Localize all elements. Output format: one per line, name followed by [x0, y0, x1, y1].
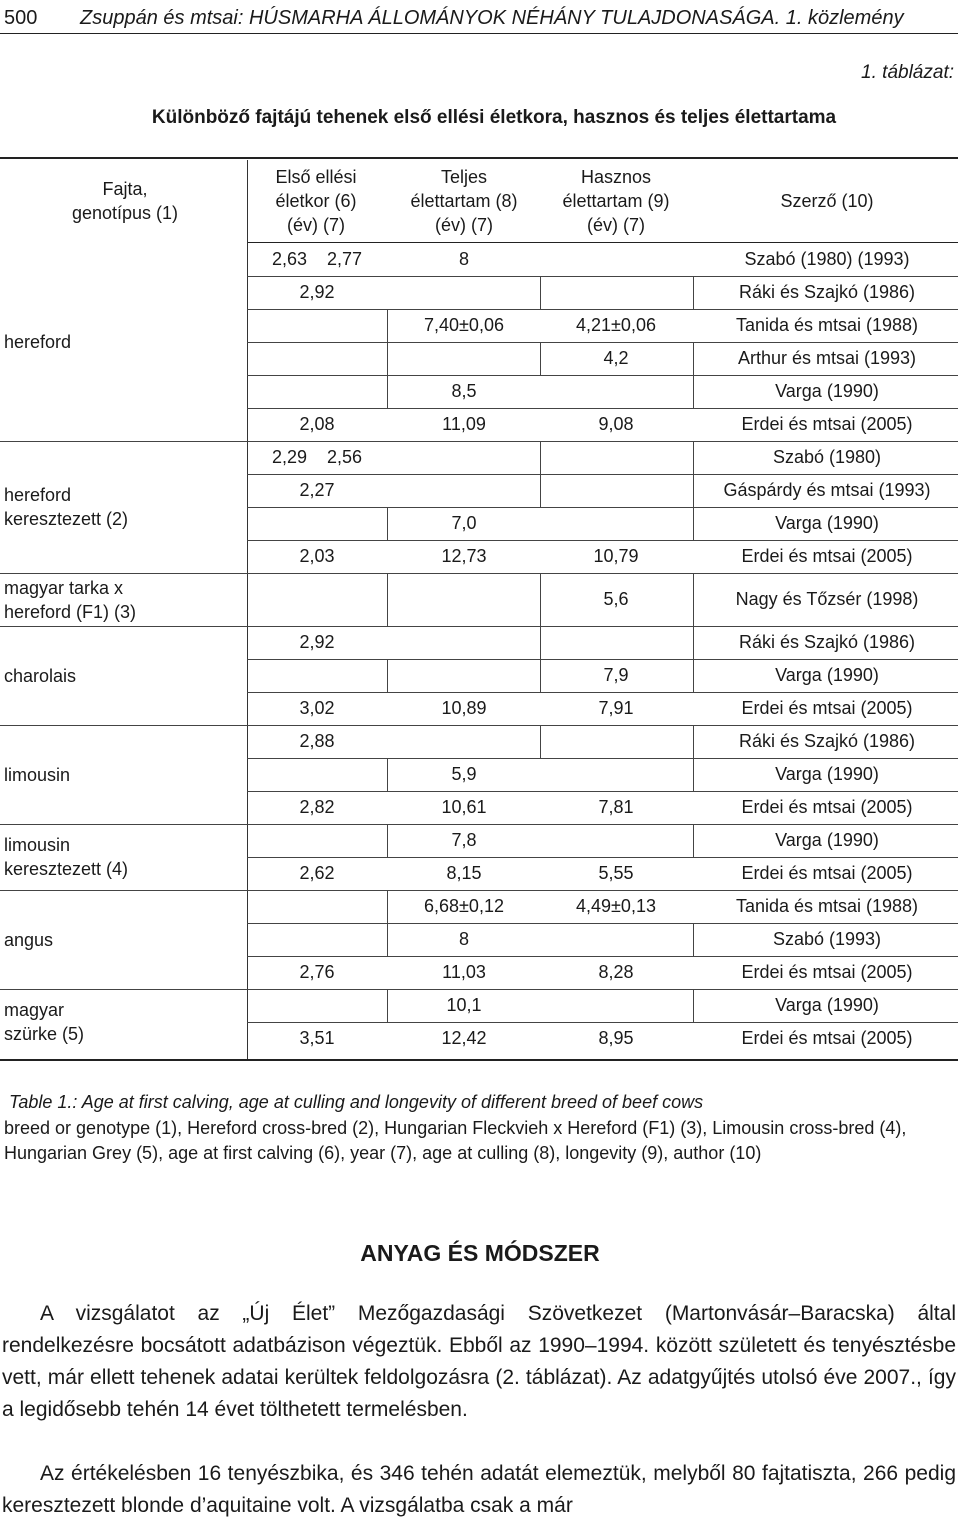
cell-age-first-calving: 2,82: [299, 797, 335, 817]
cell-useful-lifespan: 7,81: [598, 797, 634, 817]
body-paragraph: Az értékelésben 16 tenyészbika, és 346 tehén adatát elemeztük, melyből 80 fajtatiszta, 266 pedig keresztezett blonde d’aquitaine volt. A vizsgálatba csak a már: [2, 1462, 956, 1517]
cell-full-lifespan: 8,15: [446, 863, 482, 883]
row-rule: [247, 540, 958, 541]
cell-useful-lifespan: [542, 725, 690, 758]
cell-author: Arthur és mtsai (1993): [737, 348, 917, 368]
row-rule: [247, 408, 958, 409]
cell-age-first-calving: 2,29 2,56: [271, 447, 363, 467]
breed-label: angus: [4, 930, 54, 950]
cell-useful-lifespan: 5,6: [603, 589, 629, 609]
cell-full-lifespan: [390, 725, 538, 758]
cell-divider: [693, 276, 694, 309]
cell-divider: [693, 659, 694, 692]
header-age-first-calving: Első ellési életkor (6) (év) (7): [275, 167, 357, 235]
cell-divider: [540, 276, 541, 309]
row-rule: [247, 573, 958, 574]
cell-author: Erdei és mtsai (2005): [741, 414, 913, 434]
caption-en-body: breed or genotype (1), Hereford cross-bred (2), Hungarian Fleckvieh x Hereford (F1) (3), Limousin cross-bred (4), Hungarian Grey (5), age at first calving (6), year (7), age at culling (8), longevity (9), author (10): [4, 1118, 907, 1163]
cell-divider: [540, 626, 541, 659]
cell-age-first-calving: 3,51: [299, 1028, 335, 1048]
table-row: [247, 309, 958, 342]
page-number: 500: [4, 7, 38, 29]
cell-divider: [693, 824, 694, 857]
cell-useful-lifespan: [542, 989, 690, 1022]
cell-divider: [540, 659, 541, 692]
table-row: [247, 791, 958, 824]
cell-full-lifespan: 5,9: [451, 764, 477, 784]
cell-author: Varga (1990): [775, 995, 879, 1015]
table-row: [247, 725, 958, 758]
cell-full-lifespan: 8: [458, 249, 469, 269]
cell-useful-lifespan: [542, 276, 690, 309]
cell-divider: [693, 758, 694, 791]
table-row: [247, 276, 958, 309]
table-row: [247, 1022, 958, 1055]
cell-divider: [693, 923, 694, 956]
cell-full-lifespan: [390, 474, 538, 507]
cell-useful-lifespan: 8,95: [598, 1028, 634, 1048]
cell-age-first-calving: 2,08: [299, 414, 335, 434]
group-rule: [0, 441, 247, 442]
cell-full-lifespan: 10,89: [441, 698, 487, 718]
table-row: [247, 540, 958, 573]
cell-useful-lifespan: 4,49±0,13: [576, 896, 656, 916]
header-useful-lifespan: Hasznos élettartam (9) (év) (7): [562, 167, 670, 235]
cell-age-first-calving: [247, 507, 387, 540]
cell-divider: [387, 659, 388, 692]
cell-full-lifespan: [390, 441, 538, 474]
row-rule: [247, 659, 958, 660]
group-rule: [0, 824, 247, 825]
cell-author: Erdei és mtsai (2005): [741, 962, 913, 982]
cell-author: Varga (1990): [775, 381, 879, 401]
cell-age-first-calving: [247, 342, 387, 375]
table-row: [247, 956, 958, 989]
cell-divider: [387, 375, 388, 408]
cell-age-first-calving: 2,27: [299, 480, 335, 500]
table-row: [247, 342, 958, 375]
group-rule: [0, 573, 247, 574]
cell-full-lifespan: [390, 573, 538, 626]
group-rule: [0, 890, 247, 891]
cell-full-lifespan: [390, 342, 538, 375]
cell-age-first-calving: [247, 375, 387, 408]
table-row: [247, 375, 958, 408]
header-breed: Fajta, genotípus (1): [71, 179, 179, 223]
cell-author: Ráki és Szajkó (1986): [738, 731, 916, 751]
row-rule: [247, 989, 958, 990]
cell-useful-lifespan: [542, 474, 690, 507]
cell-divider: [693, 725, 694, 758]
row-rule: [247, 276, 958, 277]
caption-en-title: Table 1.: Age at first calving, age at culling and longevity of different breed of beef cows: [9, 1092, 704, 1112]
cell-author: Erdei és mtsai (2005): [741, 546, 913, 566]
cell-useful-lifespan: 8,28: [598, 962, 634, 982]
cell-full-lifespan: 10,1: [446, 995, 482, 1015]
cell-author: Ráki és Szajkó (1986): [738, 632, 916, 652]
cell-age-first-calving: [247, 659, 387, 692]
cell-full-lifespan: 11,03: [442, 962, 486, 982]
cell-full-lifespan: 7,8: [451, 830, 477, 850]
cell-author: Tanida és mtsai (1988): [735, 896, 919, 916]
cell-divider: [387, 758, 388, 791]
cell-useful-lifespan: 10,79: [593, 546, 639, 566]
breed-label: limousin: [4, 765, 71, 785]
cell-age-first-calving: 2,92: [299, 632, 335, 652]
cell-useful-lifespan: 7,9: [603, 665, 629, 685]
cell-age-first-calving: 2,92: [299, 282, 335, 302]
cell-divider: [387, 890, 388, 923]
cell-full-lifespan: 12,42: [441, 1028, 487, 1048]
cell-useful-lifespan: [542, 375, 690, 408]
cell-full-lifespan: 12,73: [441, 546, 487, 566]
cell-author: Gáspárdy és mtsai (1993): [723, 480, 931, 500]
cell-divider: [693, 441, 694, 474]
table-row: [247, 626, 958, 659]
table-row: [247, 890, 958, 923]
cell-author: Szabó (1980): [772, 447, 882, 467]
row-rule: [247, 474, 958, 475]
cell-divider: [693, 626, 694, 659]
cell-full-lifespan: 6,68±0,12: [424, 896, 504, 916]
cell-age-first-calving: [247, 309, 387, 342]
header-full-lifespan: Teljes élettartam (8) (év) (7): [410, 167, 518, 235]
cell-author: Erdei és mtsai (2005): [741, 1028, 913, 1048]
table-row: [247, 659, 958, 692]
row-rule: [247, 626, 958, 627]
cell-age-first-calving: 2,88: [299, 731, 335, 751]
cell-author: Nagy és Tőzsér (1998): [735, 589, 919, 609]
table-row: [247, 573, 958, 626]
cell-divider: [387, 824, 388, 857]
header-author: Szerző (10): [780, 191, 874, 211]
cell-age-first-calving: [247, 758, 387, 791]
cell-author: Szabó (1993): [772, 929, 882, 949]
row-rule: [247, 923, 958, 924]
cell-author: Tanida és mtsai (1988): [735, 315, 919, 335]
cell-age-first-calving: 2,62: [299, 863, 335, 883]
cell-author: Varga (1990): [775, 830, 879, 850]
cell-useful-lifespan: [542, 758, 690, 791]
cell-divider: [387, 573, 388, 626]
row-rule: [247, 791, 958, 792]
cell-divider: [693, 342, 694, 375]
cell-age-first-calving: [247, 923, 387, 956]
cell-useful-lifespan: [542, 243, 690, 276]
breed-label: limousin keresztezett (4): [4, 835, 129, 879]
row-rule: [247, 342, 958, 343]
cell-divider: [387, 507, 388, 540]
cell-divider: [693, 474, 694, 507]
table-row: [247, 408, 958, 441]
table-row: [247, 441, 958, 474]
cell-author: Erdei és mtsai (2005): [741, 698, 913, 718]
cell-divider: [693, 375, 694, 408]
row-rule: [247, 956, 958, 957]
row-rule: [247, 758, 958, 759]
row-rule: [247, 507, 958, 508]
table-row: [247, 474, 958, 507]
cell-age-first-calving: 2,63 2,77: [271, 249, 363, 269]
section-heading: ANYAG ÉS MÓDSZER: [360, 1240, 600, 1266]
group-rule: [0, 626, 247, 627]
cell-divider: [540, 441, 541, 474]
table-row: [247, 923, 958, 956]
cell-useful-lifespan: [542, 626, 690, 659]
table-row: [247, 758, 958, 791]
cell-useful-lifespan: 4,21±0,06: [576, 315, 656, 335]
cell-useful-lifespan: [542, 441, 690, 474]
cell-divider: [693, 573, 694, 626]
table-row: [247, 824, 958, 857]
row-rule: [247, 309, 958, 310]
cell-full-lifespan: 10,61: [441, 797, 487, 817]
running-head: [0, 7, 958, 34]
running-head-title: Zsuppán és mtsai: HÚSMARHA ÁLLOMÁNYOK NÉHÁNY TULAJDONASÁGA. 1. közlemény: [80, 7, 904, 29]
row-rule: [247, 725, 958, 726]
body-paragraph: A vizsgálatot az „Új Élet” Mezőgazdasági Szövetkezet (Martonvásár–Baracska) által rendelkezésre bocsátott adatbázison végeztük. Ebből az 1990–1994. között született és tenyésztésbe vett, már ellett tehenek adatai kerültek feldolgozásra (2. táblázat). Az adatgyűjtés utolsó éve 2007., így a legidősebb tehén 14 évet tölthetett termelésben.: [2, 1302, 956, 1421]
table-row: [247, 507, 958, 540]
cell-full-lifespan: [390, 659, 538, 692]
cell-full-lifespan: [390, 276, 538, 309]
cell-author: Erdei és mtsai (2005): [741, 797, 913, 817]
row-rule: [247, 857, 958, 858]
table-row: [247, 989, 958, 1022]
row-rule: [247, 824, 958, 825]
cell-useful-lifespan: 4,2: [603, 348, 629, 368]
cell-useful-lifespan: [542, 923, 690, 956]
cell-divider: [387, 923, 388, 956]
table-row: [247, 692, 958, 725]
cell-useful-lifespan: [542, 824, 690, 857]
row-rule: [247, 1022, 958, 1023]
group-rule: [0, 725, 247, 726]
cell-age-first-calving: 2,76: [299, 962, 335, 982]
cell-age-first-calving: [247, 824, 387, 857]
cell-age-first-calving: [247, 890, 387, 923]
breed-label: hereford keresztezett (2): [4, 485, 129, 529]
breed-label: magyar szürke (5): [4, 1000, 85, 1044]
cell-divider: [387, 989, 388, 1022]
cell-divider: [540, 474, 541, 507]
cell-divider: [693, 507, 694, 540]
table-label: 1. táblázat:: [861, 62, 954, 83]
table-title: Különböző fajtájú tehenek első ellési életkora, hasznos és teljes élettartama: [151, 107, 837, 128]
cell-author: Szabó (1980) (1993): [744, 249, 910, 269]
cell-divider: [387, 342, 388, 375]
cell-author: Varga (1990): [775, 764, 879, 784]
cell-divider: [387, 309, 388, 342]
cell-author: Erdei és mtsai (2005): [741, 863, 913, 883]
cell-divider: [540, 725, 541, 758]
table-top-rule: [0, 157, 958, 159]
cell-age-first-calving: 3,02: [299, 698, 335, 718]
breed-label: hereford: [4, 332, 72, 352]
cell-divider: [540, 573, 541, 626]
group-rule: [0, 989, 247, 990]
cell-age-first-calving: 2,03: [299, 546, 335, 566]
cell-full-lifespan: 8,5: [451, 381, 477, 401]
cell-useful-lifespan: [542, 507, 690, 540]
table-bottom-rule: [0, 1059, 958, 1061]
table-row: [247, 243, 958, 276]
cell-useful-lifespan: 7,91: [598, 698, 634, 718]
cell-author: Varga (1990): [775, 665, 879, 685]
cell-useful-lifespan: 5,55: [598, 863, 634, 883]
cell-full-lifespan: 11,09: [442, 414, 486, 434]
cell-full-lifespan: 7,40±0,06: [424, 315, 504, 335]
breed-label: charolais: [4, 666, 77, 686]
cell-age-first-calving: [247, 573, 387, 626]
cell-full-lifespan: 8: [458, 929, 469, 949]
row-rule: [247, 890, 958, 891]
breed-label: magyar tarka x hereford (F1) (3): [4, 578, 137, 622]
cell-full-lifespan: 7,0: [451, 513, 477, 533]
row-rule: [247, 692, 958, 693]
cell-author: Ráki és Szajkó (1986): [738, 282, 916, 302]
cell-divider: [693, 989, 694, 1022]
table-row: [247, 857, 958, 890]
cell-author: Varga (1990): [775, 513, 879, 533]
cell-useful-lifespan: 9,08: [598, 414, 634, 434]
row-rule: [247, 441, 958, 442]
cell-age-first-calving: [247, 989, 387, 1022]
cell-full-lifespan: [390, 626, 538, 659]
cell-divider: [540, 342, 541, 375]
row-rule: [247, 375, 958, 376]
